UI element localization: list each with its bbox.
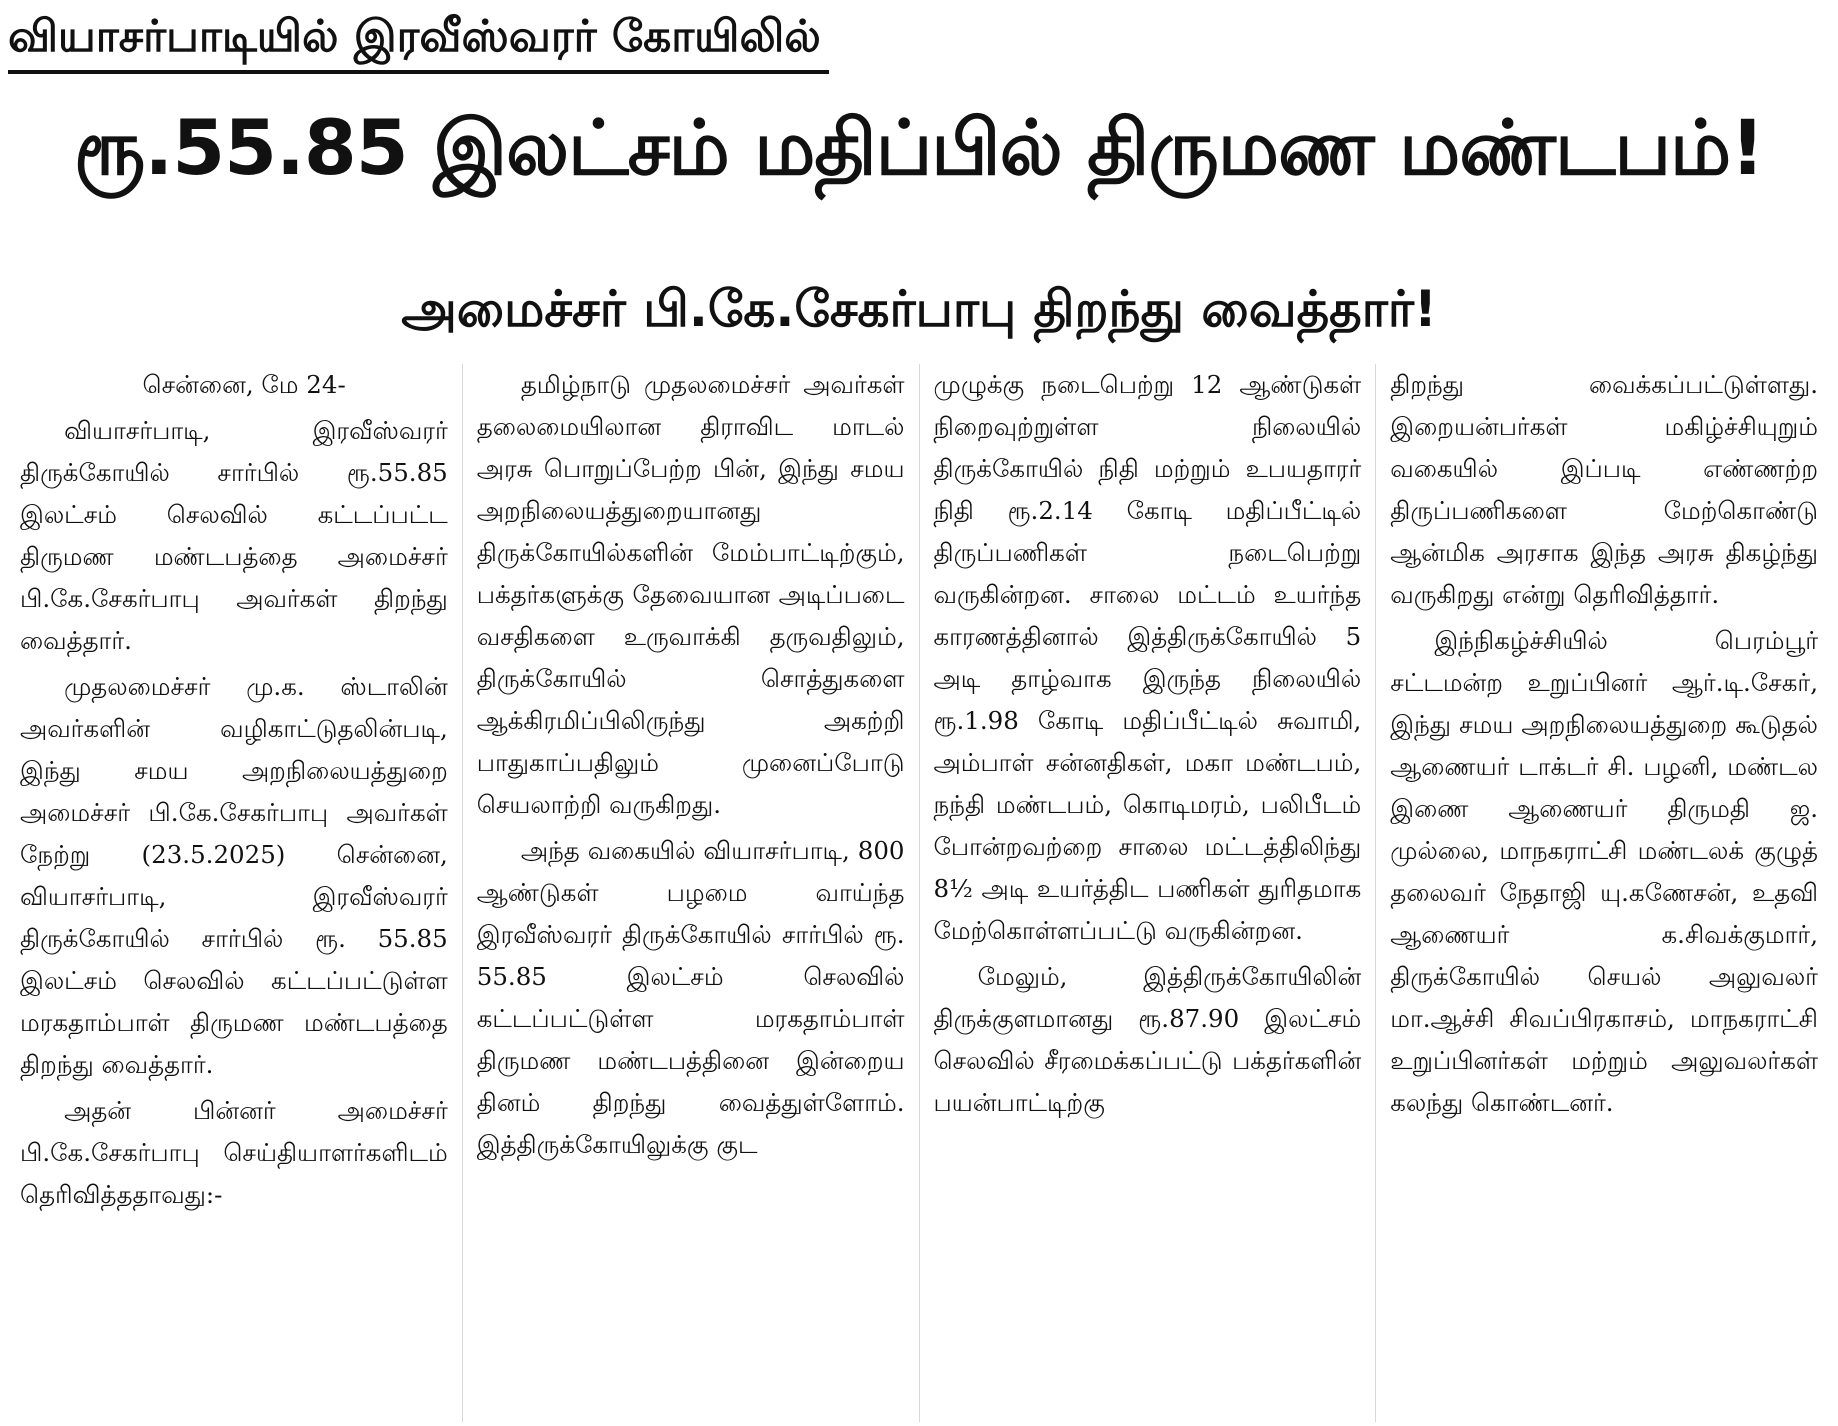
sub-headline-text: அமைச்சர் பி.கே.சேகர்பாபு திறந்து வைத்தார்! — [401, 280, 1437, 338]
paragraph: வியாசர்பாடி, இரவீஸ்வரர் திருக்கோயில் சார்பில் ரூ.55.85 இலட்சம் செலவில் கட்டப்பட்ட திருமண மண்டபத்தை அமைச்சர் பி.கே.சேகர்பாபு அவர்கள் திறந்து வைத்தார். — [20, 416, 448, 655]
main-headline — [0, 92, 1838, 204]
paragraph: அந்த வகையில் வியாசர்பாடி, 800 ஆண்டுகள் பழமை வாய்ந்த இரவீஸ்வரர் திருக்கோயில் சார்பில் ரூ. 55.85 இலட்சம் செலவில் கட்டப்பட்டுள்ள மரகதாம்பாள் திருமண மண்டபத்தினை இன்றைய தினம் திறந்து வைத்துள்ளோம். இத்திருக்கோயிலுக்கு குட — [476, 836, 905, 1159]
paragraph: இந்நிகழ்ச்சியில் பெரம்பூர் சட்டமன்ற உறுப்பினர் ஆர்.டி.சேகர், இந்து சமய அறநிலையத்துறை கூடுதல் ஆணையர் டாக்டர் சி. பழனி, மண்டல இணை ஆணையர் திருமதி ஜ. முல்லை, மாநகராட்சி மண்டலக் குழுத் தலைவர் நேதாஜி யு.கணேசன், உதவி ஆணையர் க.சிவக்குமார், திருக்கோயில் செயல் அலுவலர் மா.ஆச்சி சிவப்பிரகாசம், மாநகராட்சி உறுப்பினர்கள் மற்றும் அலுவலர்கள் கலந்து கொண்டனர். — [1390, 626, 1818, 1117]
column-2 — [462, 364, 919, 1422]
dateline: சென்னை, மே 24- — [142, 370, 346, 399]
kicker-headline: வியாசர்பாடியில் இரவீஸ்வரர் கோயிலில் — [8, 4, 829, 74]
sub-headline — [0, 272, 1838, 346]
paragraph: அதன் பின்னர் அமைச்சர் பி.கே.சேகர்பாபு செய்தியாளர்களிடம் தெரிவித்ததாவது:- — [20, 1096, 448, 1209]
article-body — [6, 364, 1832, 1422]
column-1 — [6, 364, 462, 1422]
paragraph: முழுக்கு நடைபெற்று 12 ஆண்டுகள் நிறைவுற்றுள்ள நிலையில் திருக்கோயில் நிதி மற்றும் உபயதாரர் நிதி ரூ.2.14 கோடி மதிப்பீட்டில் திருப்பணிகள் நடைபெற்று வருகின்றன. சாலை மட்டம் உயர்ந்த காரணத்தினால் இத்திருக்கோயில் 5 அடி தாழ்வாக இருந்த நிலையில் ரூ.1.98 கோடி மதிப்பீட்டில் சுவாமி, அம்பாள் சன்னதிகள், மகா மண்டபம், நந்தி மண்டபம், கொடிமரம், பலிபீடம் போன்றவற்றை சாலை மட்டத்திலிந்து 8½ அடி உயர்த்திட பணிகள் துரிதமாக மேற்கொள்ளப்பட்டு வருகின்றன. — [933, 370, 1362, 945]
column-3 — [919, 364, 1376, 1422]
paragraph: முதலமைச்சர் மு.க. ஸ்டாலின் அவர்களின் வழிகாட்டுதலின்படி, இந்து சமய அறநிலையத்துறை அமைச்சர் பி.கே.சேகர்பாபு அவர்கள் நேற்று (23.5.2025) சென்னை, வியாசர்பாடி, இரவீஸ்வரர் திருக்கோயில் சார்பில் ரூ. 55.85 இலட்சம் செலவில் கட்டப்பட்டுள்ள மரகதாம்பாள் திருமண மண்டபத்தை திறந்து வைத்தார். — [20, 672, 448, 1079]
column-4 — [1375, 364, 1832, 1422]
paragraph: மேலும், இத்திருக்கோயிலின் திருக்குளமானது ரூ.87.90 இலட்சம் செலவில் சீரமைக்கப்பட்டு பக்தர்களின் பயன்பாட்டிற்கு — [933, 962, 1362, 1117]
paragraph: திறந்து வைக்கப்பட்டுள்ளது. இறையன்பர்கள் மகிழ்ச்சியுறும் வகையில் இப்படி எண்ணற்ற திருப்பணிகளை மேற்கொண்டு ஆன்மிக அரசாக இந்த அரசு திகழ்ந்து வருகிறது என்று தெரிவித்தார். — [1390, 370, 1818, 609]
paragraph: தமிழ்நாடு முதலமைச்சர் அவர்கள் தலைமையிலான திராவிட மாடல் அரசு பொறுப்பேற்ற பின், இந்து சமய அறநிலையத்துறையானது திருக்கோயில்களின் மேம்பாட்டிற்கும், பக்தர்களுக்கு தேவையான அடிப்படை வசதிகளை உருவாக்கி தருவதிலும், திருக்கோயில் சொத்துகளை ஆக்கிரமிப்பிலிருந்து அகற்றி பாதுகாப்பதிலும் முனைப்போடு செயலாற்றி வருகிறது. — [476, 370, 905, 819]
main-headline-text: ரூ.55.85 இலட்சம் மதிப்பில் திருமண மண்டபம்! — [74, 103, 1764, 192]
